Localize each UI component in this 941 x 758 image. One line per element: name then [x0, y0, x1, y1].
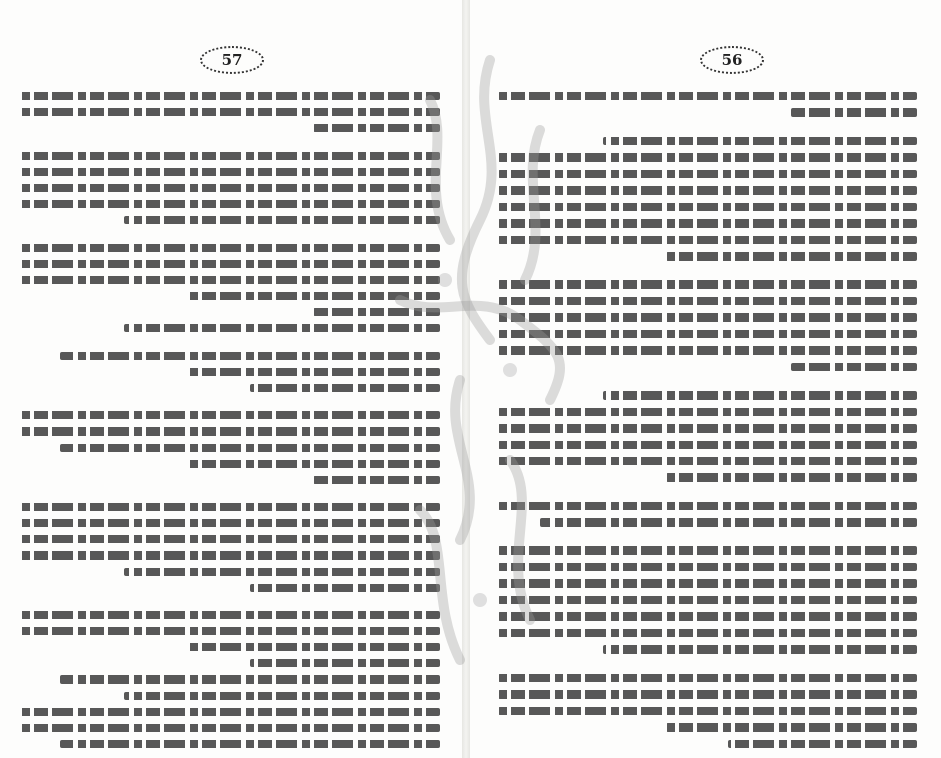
text-line [498, 186, 917, 194]
text-line [250, 584, 440, 592]
text-line [498, 424, 917, 432]
text-line [18, 551, 440, 559]
text-line [603, 137, 917, 145]
text-line [124, 568, 441, 576]
text-line [187, 643, 440, 651]
text-line [498, 330, 917, 338]
text-line [498, 280, 917, 288]
text-line [498, 297, 917, 305]
text-line [18, 92, 440, 100]
text-line [498, 313, 917, 321]
text-line [18, 200, 440, 208]
text-line [498, 219, 917, 227]
text-line [498, 707, 917, 715]
text-line [18, 411, 440, 419]
text-line [187, 292, 440, 300]
text-line [498, 690, 917, 698]
text-line [498, 408, 917, 416]
text-line [498, 502, 917, 510]
left-page-body-text [18, 92, 440, 748]
text-line [603, 645, 917, 653]
text-line [18, 519, 440, 527]
text-line [250, 384, 440, 392]
text-line [498, 612, 917, 620]
text-line [313, 124, 440, 132]
text-line [18, 627, 440, 635]
text-line [18, 152, 440, 160]
text-line [18, 724, 440, 732]
text-line [666, 252, 917, 260]
text-line [498, 457, 917, 465]
text-line [18, 503, 440, 511]
text-line [498, 346, 917, 354]
text-line [18, 535, 440, 543]
text-line [728, 740, 917, 748]
left-page [0, 0, 462, 758]
text-line [498, 546, 917, 554]
text-line [250, 659, 440, 667]
right-page [470, 0, 941, 758]
text-line [18, 244, 440, 252]
page-number-left: 57 [200, 46, 264, 74]
right-page-body-text [498, 92, 917, 748]
text-line [18, 260, 440, 268]
text-line [18, 708, 440, 716]
text-line [498, 441, 917, 449]
text-line [498, 579, 917, 587]
text-line [498, 596, 917, 604]
text-line [666, 473, 917, 481]
text-line [60, 352, 440, 360]
text-line [313, 308, 440, 316]
text-line [124, 324, 441, 332]
text-line [791, 363, 917, 371]
text-line [791, 108, 917, 116]
page-number-right: 56 [700, 46, 764, 74]
text-line [313, 476, 440, 484]
text-line [124, 216, 441, 224]
text-line [540, 518, 917, 526]
text-line [18, 276, 440, 284]
text-line [498, 563, 917, 571]
text-line [187, 368, 440, 376]
book-gutter [462, 0, 470, 758]
text-line [603, 391, 917, 399]
text-line [666, 723, 917, 731]
text-line [124, 692, 441, 700]
text-line [498, 170, 917, 178]
text-line [187, 460, 440, 468]
text-line [498, 629, 917, 637]
text-line [498, 674, 917, 682]
text-line [18, 108, 440, 116]
text-line [498, 236, 917, 244]
text-line [498, 153, 917, 161]
text-line [498, 92, 917, 100]
text-line [60, 444, 440, 452]
text-line [18, 611, 440, 619]
text-line [18, 427, 440, 435]
text-line [18, 168, 440, 176]
text-line [60, 675, 440, 683]
text-line [18, 184, 440, 192]
text-line [498, 203, 917, 211]
text-line [60, 740, 440, 748]
